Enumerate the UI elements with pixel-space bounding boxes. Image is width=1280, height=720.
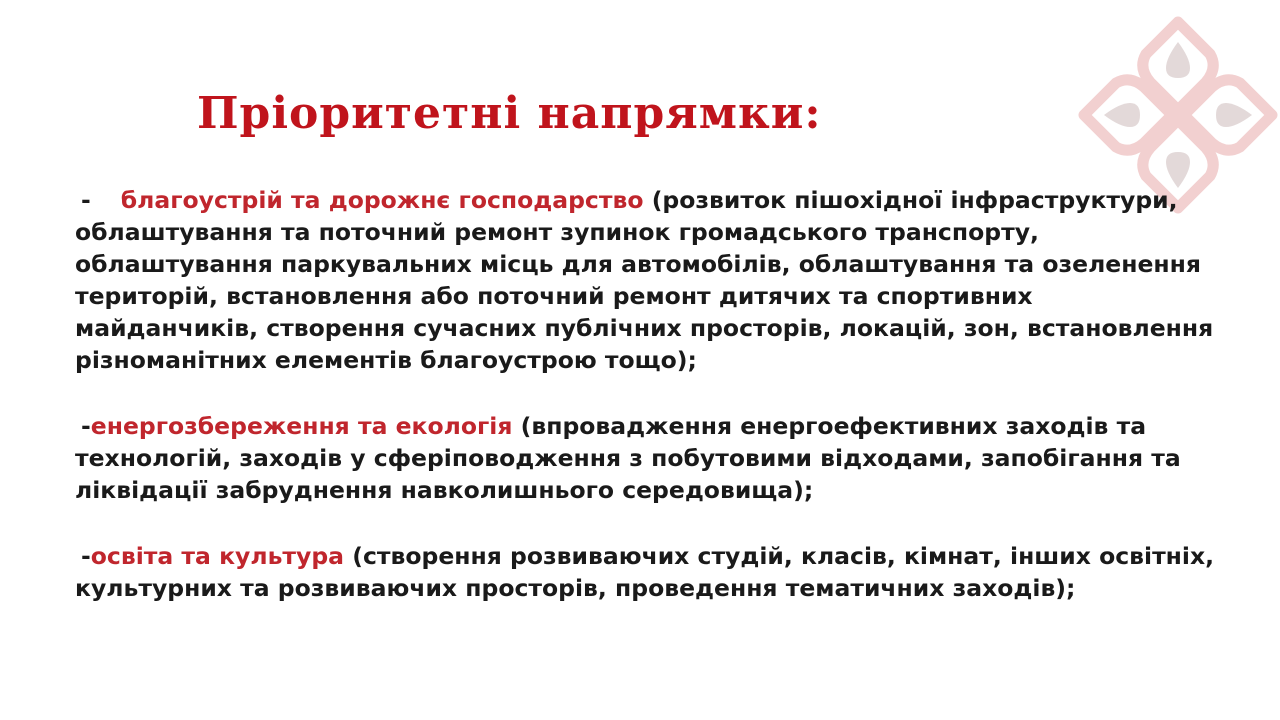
item-highlight: освіта та культура xyxy=(90,542,345,570)
list-item xyxy=(75,540,1215,604)
item-description: (створення розвиваючих студій, класів, кімнат, інших освітніх, культурних та розвиваючих просторів, проведення тематичних заходів); xyxy=(75,542,1215,602)
item-description: (розвиток пішохідної інфраструктури, облаштування та поточний ремонт зупинок громадського транспорту, облаштування паркувальних місць для автомобілів, облаштування та озеленення територій, встановлення або поточний ремонт дитячих та спортивних майданчиків, створення сучасних публічних просторів, локацій, зон, встановлення різноманітних елементів благоустрою тощо); xyxy=(75,186,1214,374)
priority-list xyxy=(75,184,1215,638)
list-dash: - xyxy=(81,412,91,440)
item-highlight: благоустрій та дорожнє господарство xyxy=(120,186,644,214)
item-description: (впровадження енергоефективних заходів та технологій, заходів у сферіповодження з побутовими відходами, запобігання та ліквідації забруднення навколишнього середовища); xyxy=(75,412,1181,504)
list-dash: - xyxy=(81,542,91,570)
list-item xyxy=(75,410,1215,506)
item-highlight: енергозбереження та екологія xyxy=(90,412,513,440)
list-item xyxy=(75,184,1215,376)
list-dash: - xyxy=(81,186,91,214)
slide-title: Пріоритетні напрямки: xyxy=(197,88,822,139)
